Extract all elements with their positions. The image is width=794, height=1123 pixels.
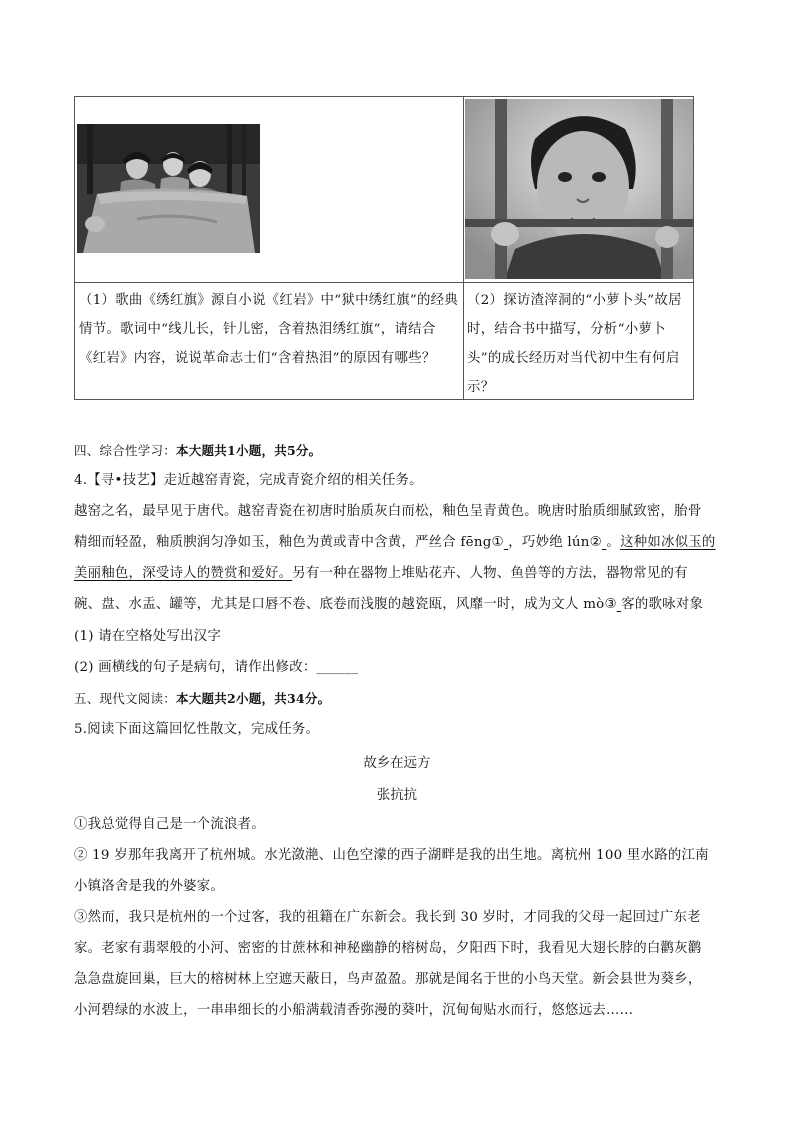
paragraph-line: 越窑之名，最早见于唐代。越窑青瓷在初唐时胎质灰白而松，釉色呈青黄色。晚唐时胎质细腻致密，胎骨 bbox=[74, 504, 702, 519]
underlined-sentence-part-1: 这种如冰似玉的 bbox=[620, 535, 716, 550]
table-divider-vertical bbox=[463, 97, 464, 399]
table-question-1: （1）歌曲《绣红旗》源自小说《红岩》中“狱中绣红旗”的经典情节。歌词中“线儿长，针儿密，含着热泪绣红旗”，请结合《红岩》内容，说说革命志士们“含着热泪”的原因有哪些？ bbox=[79, 293, 459, 366]
text-span: 碗、盘、水盂、罐等，尤其是口唇不卷、底卷而浅腹的越瓷瓯，风靡一时，成为文人 mò③ bbox=[74, 597, 617, 612]
section-4-heading-label: 四、综合性学习： bbox=[74, 443, 177, 458]
paragraph-line bbox=[74, 564, 688, 584]
text-span: 。 bbox=[606, 535, 621, 550]
task-1: (1) 请在空格处写出汉字 bbox=[74, 629, 221, 644]
table-question-2: （2）探访渣滓洞的“小萝卜头”故居时，结合书中描写，分析“小萝卜头”的成长经历对当代初中生有何启示？ bbox=[467, 293, 682, 395]
section-4-heading-bold: 本大题共1小题，共5分。 bbox=[176, 443, 322, 458]
question-5-intro: 5.阅读下面这篇回忆性散文，完成任务。 bbox=[74, 722, 320, 737]
section-5-heading bbox=[74, 689, 330, 709]
essay-paragraph-3-line-4: 小河碧绿的水波上，一串串细长的小船满载清香弥漫的葵叶，沉甸甸贴水而行，悠悠远去…… bbox=[74, 1003, 634, 1018]
table-divider-horizontal bbox=[75, 282, 693, 283]
text-span: 另有一种在器物上堆贴花卉、人物、鱼兽等的方法，器物常见的有 bbox=[292, 566, 688, 581]
underlined-sentence-part-2: 美丽釉色，深受诗人的赞赏和爱好。 bbox=[74, 566, 293, 581]
section-5-heading-label: 五、现代文阅读： bbox=[74, 691, 177, 706]
essay-author: 张抗抗 bbox=[376, 788, 418, 803]
task-2: (2) 画横线的句子是病句，请作出修改：______ bbox=[74, 660, 359, 675]
text-span: 客的歌咏对象 bbox=[621, 597, 704, 612]
text-span: 精细而轻盈，釉质腴润匀净如玉，釉色为黄或青中含黄，严丝合 fēng① bbox=[74, 535, 504, 550]
section-5-heading-bold: 本大题共2小题，共34分。 bbox=[176, 691, 331, 706]
paragraph-line bbox=[74, 533, 716, 553]
essay-paragraph-2-line-2: 小镇洛舍是我的外婆家。 bbox=[74, 879, 225, 894]
essay-paragraph-3-line-3: 急急盘旋回巢，巨大的榕树林上空遮天蔽日，鸟声盈盈。那就是闻名于世的小鸟天堂。新会县世为葵乡， bbox=[74, 972, 702, 987]
section-4-heading bbox=[74, 441, 321, 461]
essay-title: 故乡在远方 bbox=[363, 756, 431, 771]
essay-paragraph-3-line-2: 家。老家有翡翠般的小河、密密的甘蔗林和神秘幽静的榕树岛，夕阳西下时，我看见大翅长脖的白鹳灰鹳 bbox=[74, 941, 702, 956]
embroidering-flag-photo bbox=[77, 124, 260, 253]
question-table bbox=[74, 96, 694, 400]
question-4-intro: 4.【寻•技艺】走近越窑青瓷，完成青瓷介绍的相关任务。 bbox=[74, 473, 423, 488]
essay-paragraph-2-line-1: ② 19 岁那年我离开了杭州城。水光潋滟、山色空濛的西子湖畔是我的出生地。离杭州 100 里水路的江南 bbox=[74, 848, 709, 863]
essay-paragraph-1: ①我总觉得自己是一个流浪者。 bbox=[74, 817, 265, 832]
little-radish-boy-photo bbox=[465, 99, 693, 279]
paragraph-line bbox=[74, 595, 703, 615]
essay-paragraph-3-line-1: ③然而，我只是杭州的一个过客，我的祖籍在广东新会。我长到 30 岁时，才同我的父母一起回过广东老 bbox=[74, 910, 701, 925]
text-span: ，巧妙绝 lún② bbox=[508, 535, 602, 550]
